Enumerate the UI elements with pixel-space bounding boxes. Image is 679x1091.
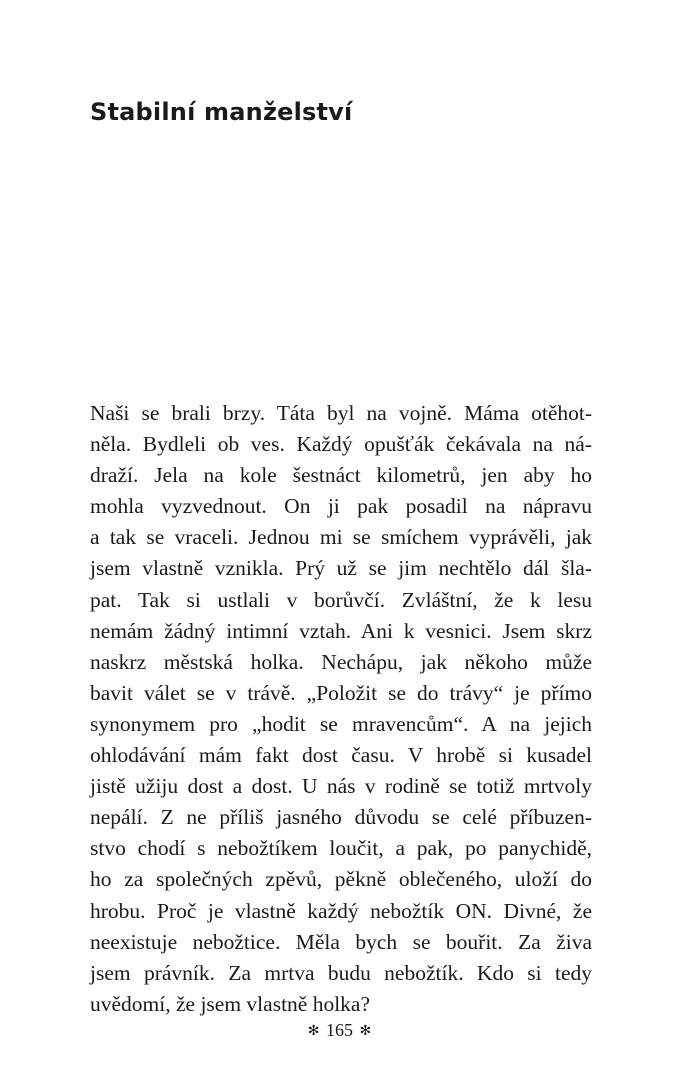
text-line: neexistuje nebožtice. Měla bych se bouřit. Za živa <box>90 929 592 954</box>
text-line: pat. Tak si ustlali v borůvčí. Zvláštní, že k lesu <box>90 587 592 612</box>
text-line: jistě užiju dost a dost. U nás v rodině se totiž mrtvoly <box>90 774 592 799</box>
page-number: 165 <box>326 1020 353 1040</box>
page-footer <box>0 1020 679 1041</box>
text-line: uvědomí, že jsem vlastně holka? <box>90 991 371 1016</box>
text-line: nemám žádný intimní vztah. Ani k vesnici. Jsem skrz <box>90 618 592 643</box>
ornament-icon: ✻ <box>307 1024 320 1039</box>
text-line: Naši se brali brzy. Táta byl na vojně. Máma otěhot- <box>90 401 592 425</box>
text-line: mohla vyzvednout. On ji pak posadil na nápravu <box>90 494 592 519</box>
text-line: synonymem pro „hodit se mravencům“. A na jejich <box>90 711 592 736</box>
ornament-icon: ✻ <box>359 1024 372 1039</box>
text-line: naskrz městská holka. Nechápu, jak někoho může <box>90 649 592 674</box>
text-line: ohlodávání mám fakt dost času. V hrobě si kusadel <box>90 743 592 768</box>
text-line: nepálí. Z ne příliš jasného důvodu se celé příbuzen- <box>90 805 592 830</box>
text-line: bavit válet se v trávě. „Položit se do trávy“ je přímo <box>90 680 592 705</box>
text-line: stvo chodí s nebožtíkem loučit, a pak, po panychidě, <box>90 836 592 861</box>
text-line: hrobu. Proč je vlastně každý nebožtík ON. Divné, že <box>90 898 592 923</box>
body-text <box>90 398 592 1020</box>
text-line: draží. Jela na kole šestnáct kilometrů, jen aby ho <box>90 463 592 488</box>
text-line: jsem právník. Za mrtva budu nebožtík. Kdo si tedy <box>90 960 592 985</box>
text-line: ho za společných zpěvů, pěkně oblečeného, uloží do <box>90 867 592 892</box>
chapter-title: Stabilní manželství <box>90 98 353 126</box>
text-line: a tak se vraceli. Jednou mi se smíchem vyprávěli, jak <box>90 525 592 550</box>
text-line: něla. Bydleli ob ves. Každý opušťák čekávala na ná- <box>90 432 592 457</box>
text-line: jsem vlastně vznikla. Prý už se jim nechtělo dál šla- <box>90 556 592 581</box>
